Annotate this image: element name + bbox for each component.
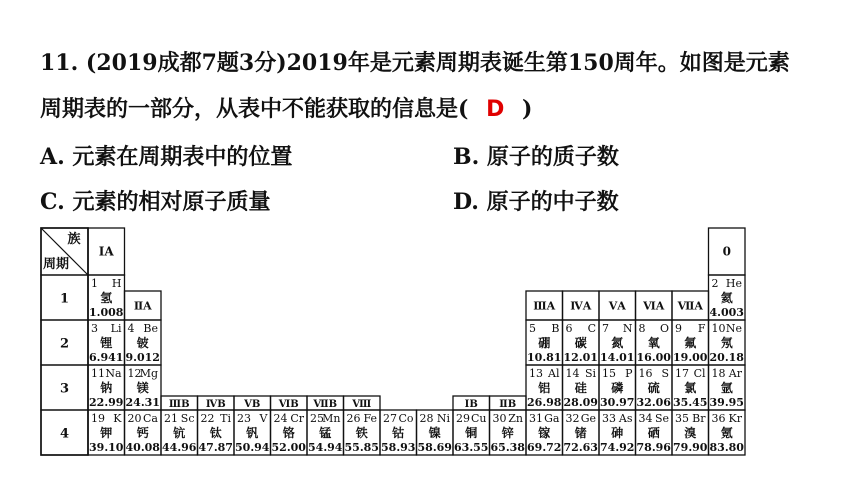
element-name-na: 钠 [100,381,113,395]
group-label-14: ⅣA [570,299,592,313]
element-number-mg: 12 [127,367,142,380]
element-number-fe: 26 [346,412,361,425]
element-name-k: 钾 [100,426,113,440]
element-name-cu: 铜 [465,426,478,440]
element-name-cl: 氯 [684,381,697,395]
element-number-as: 33 [602,412,616,425]
element-name-mn: 锰 [319,426,332,440]
element-symbol-ge: Ge [580,412,596,425]
element-symbol-b: B [551,322,560,335]
element-number-ti: 22 [200,412,215,425]
group-label-15: ⅤA [608,299,626,313]
element-number-s: 16 [638,367,653,380]
element-number-zn: 30 [492,412,507,425]
element-symbol-as: As [618,412,633,425]
header-group-label: 族 [67,232,81,247]
header-period-label: 周期 [42,257,70,272]
element-name-v: 钒 [246,426,259,440]
element-symbol-mg: Mg [139,367,158,380]
element-mass-as: 74.92 [600,441,635,454]
group-label-7: ⅦB [313,399,338,410]
element-mass-b: 10.81 [527,351,562,364]
element-number-v: 23 [237,412,251,425]
group-label-18: 0 [722,244,731,259]
answer-mark: D [486,97,505,122]
element-number-na: 11 [91,367,105,380]
element-symbol-na: Na [105,367,122,380]
element-mass-ne: 20.18 [709,351,744,364]
element-number-ar: 18 [711,367,726,380]
option-d: D. 原子的中子数 [453,189,619,215]
element-mass-se: 78.96 [636,441,671,454]
element-symbol-f: F [697,322,706,335]
element-name-f: 氟 [684,336,697,350]
element-name-se: 硒 [647,426,660,440]
element-symbol-h: H [111,277,122,290]
element-name-al: 铝 [538,381,551,395]
question-text-1: 11. (2019成都7题3分)2019年是元素周期表诞生第150周年。如图是元素 [40,50,790,76]
element-name-cr: 铬 [282,426,295,440]
element-mass-mn: 54.94 [308,441,343,454]
group-label-3: ⅢB [168,399,190,410]
element-symbol-p: P [625,367,633,380]
period-label-4: 4 [59,426,70,442]
element-number-br: 35 [675,412,689,425]
period-label-2: 2 [59,336,70,352]
element-number-kr: 36 [711,412,726,425]
element-number-cl: 17 [675,367,689,380]
element-symbol-cl: Cl [693,367,706,380]
element-mass-ni: 58.69 [417,441,452,454]
element-symbol-ni: Ni [436,412,450,425]
element-number-co: 27 [383,412,397,425]
element-number-f: 9 [675,322,682,335]
element-name-li: 锂 [100,336,113,350]
element-number-se: 34 [638,412,653,425]
element-mass-be: 9.012 [125,351,160,364]
element-number-al: 13 [529,367,543,380]
group-label-16: ⅥA [643,299,665,313]
element-number-b: 5 [529,322,536,335]
element-number-be: 4 [127,322,135,335]
element-symbol-mn: Mn [322,412,341,425]
element-number-si: 14 [565,367,580,380]
element-mass-mg: 24.31 [125,396,160,409]
element-name-ne: 氖 [720,336,733,350]
group-label-5: ⅤB [244,399,261,410]
element-mass-co: 58.93 [381,441,416,454]
element-symbol-br: Br [692,412,706,425]
element-mass-zn: 65.38 [490,441,525,454]
element-mass-s: 32.06 [636,396,671,409]
element-symbol-ca: Ca [143,412,158,425]
element-number-k: 19 [91,412,105,425]
element-symbol-s: S [661,367,669,380]
element-name-he: 氦 [720,291,733,305]
element-name-sc: 钪 [173,426,186,440]
element-name-fe: 铁 [355,426,368,440]
element-symbol-co: Co [398,412,414,425]
element-number-ne: 10 [711,322,726,335]
element-mass-he: 4.003 [709,306,744,319]
element-mass-cr: 52.00 [271,441,306,454]
element-mass-k: 39.10 [89,441,124,454]
period-label-3: 3 [59,381,70,397]
element-number-o: 8 [638,322,646,335]
element-mass-cl: 35.45 [673,396,708,409]
element-symbol-si: Si [584,367,596,380]
element-number-c: 6 [565,322,573,335]
question-text-2: 周期表的一部分，从表中不能获取的信息是( [40,96,469,122]
element-name-n: 氮 [611,336,624,350]
element-mass-kr: 83.80 [709,441,744,454]
element-symbol-cr: Cr [290,412,304,425]
group-label-8: Ⅷ [352,399,372,410]
element-mass-li: 6.941 [89,351,124,364]
element-name-ge: 锗 [574,426,587,440]
element-symbol-ar: Ar [728,367,742,380]
element-mass-f: 19.00 [673,351,708,364]
element-symbol-v: V [259,412,268,425]
element-number-n: 7 [602,322,609,335]
element-symbol-n: N [622,322,633,335]
element-mass-ar: 39.95 [709,396,744,409]
element-mass-na: 22.99 [89,396,124,409]
element-mass-p: 30.97 [600,396,635,409]
group-label-12: ⅡB [499,399,517,410]
element-mass-br: 79.90 [673,441,708,454]
element-name-zn: 锌 [501,426,514,440]
element-number-ga: 31 [529,412,543,425]
element-mass-cu: 63.55 [454,441,489,454]
group-label-1: ⅠA [98,244,114,259]
element-mass-ge: 72.63 [563,441,598,454]
element-name-be: 铍 [136,336,149,350]
element-number-p: 15 [602,367,616,380]
element-number-cr: 24 [273,412,288,425]
element-mass-h: 1.008 [89,306,124,319]
element-symbol-he: He [725,277,742,290]
group-label-2: ⅡA [133,299,152,313]
element-symbol-li: Li [110,322,122,335]
element-symbol-sc: Sc [180,412,195,425]
group-label-17: ⅦA [677,299,703,313]
element-name-ar: 氩 [720,381,733,395]
group-label-4: ⅣB [205,399,226,410]
element-symbol-ne: Ne [725,322,742,335]
element-number-li: 3 [91,322,98,335]
element-symbol-al: Al [548,367,560,380]
period-label-1: 1 [59,291,70,307]
element-symbol-ga: Ga [544,412,560,425]
element-symbol-o: O [659,322,669,335]
element-number-mn: 25 [310,412,324,425]
element-name-ni: 镍 [428,426,441,440]
group-label-11: ⅠB [464,399,478,410]
element-name-si: 硅 [574,381,587,395]
element-mass-v: 50.94 [235,441,270,454]
element-symbol-kr: Kr [728,412,742,425]
element-mass-al: 26.98 [527,396,562,409]
element-name-br: 溴 [684,426,697,440]
element-symbol-k: K [113,412,122,425]
group-label-13: ⅢA [533,299,556,313]
element-number-he: 2 [711,277,719,290]
element-mass-c: 12.01 [563,351,598,364]
element-number-h: 1 [91,277,98,290]
element-number-sc: 21 [164,412,178,425]
element-mass-ti: 47.87 [198,441,233,454]
element-symbol-se: Se [654,412,669,425]
element-name-ti: 钛 [209,426,222,440]
element-mass-fe: 55.85 [344,441,379,454]
element-name-co: 钴 [392,426,405,440]
element-symbol-ti: Ti [220,412,231,425]
element-name-ga: 镓 [538,426,551,440]
element-number-ni: 28 [419,412,434,425]
option-b: B. 原子的质子数 [453,144,619,170]
element-number-ca: 20 [127,412,142,425]
element-name-o: 氧 [647,336,660,350]
group-label-6: ⅥB [278,399,299,410]
element-name-b: 硼 [538,336,551,350]
element-symbol-zn: Zn [508,412,523,425]
element-name-s: 硫 [647,381,660,395]
element-name-p: 磷 [611,381,624,395]
element-mass-si: 28.09 [563,396,598,409]
element-mass-o: 16.00 [636,351,671,364]
element-number-cu: 29 [456,412,470,425]
element-name-kr: 氪 [720,426,733,440]
element-symbol-fe: Fe [363,412,377,425]
element-name-ca: 钙 [136,426,149,440]
element-number-ge: 32 [565,412,580,425]
element-name-as: 砷 [611,426,624,440]
element-symbol-cu: Cu [470,412,487,425]
element-symbol-be: Be [143,322,158,335]
element-mass-ga: 69.72 [527,441,562,454]
question-text-2-suffix: ) [522,96,533,122]
element-name-c: 碳 [574,336,587,350]
element-name-h: 氢 [100,291,113,305]
element-symbol-c: C [587,322,596,335]
element-mass-ca: 40.08 [125,441,160,454]
element-mass-n: 14.01 [600,351,635,364]
option-a: A. 元素在周期表中的位置 [40,144,293,170]
element-mass-sc: 44.96 [162,441,197,454]
element-name-mg: 镁 [136,381,149,395]
option-c: C. 元素的相对原子质量 [40,189,271,215]
